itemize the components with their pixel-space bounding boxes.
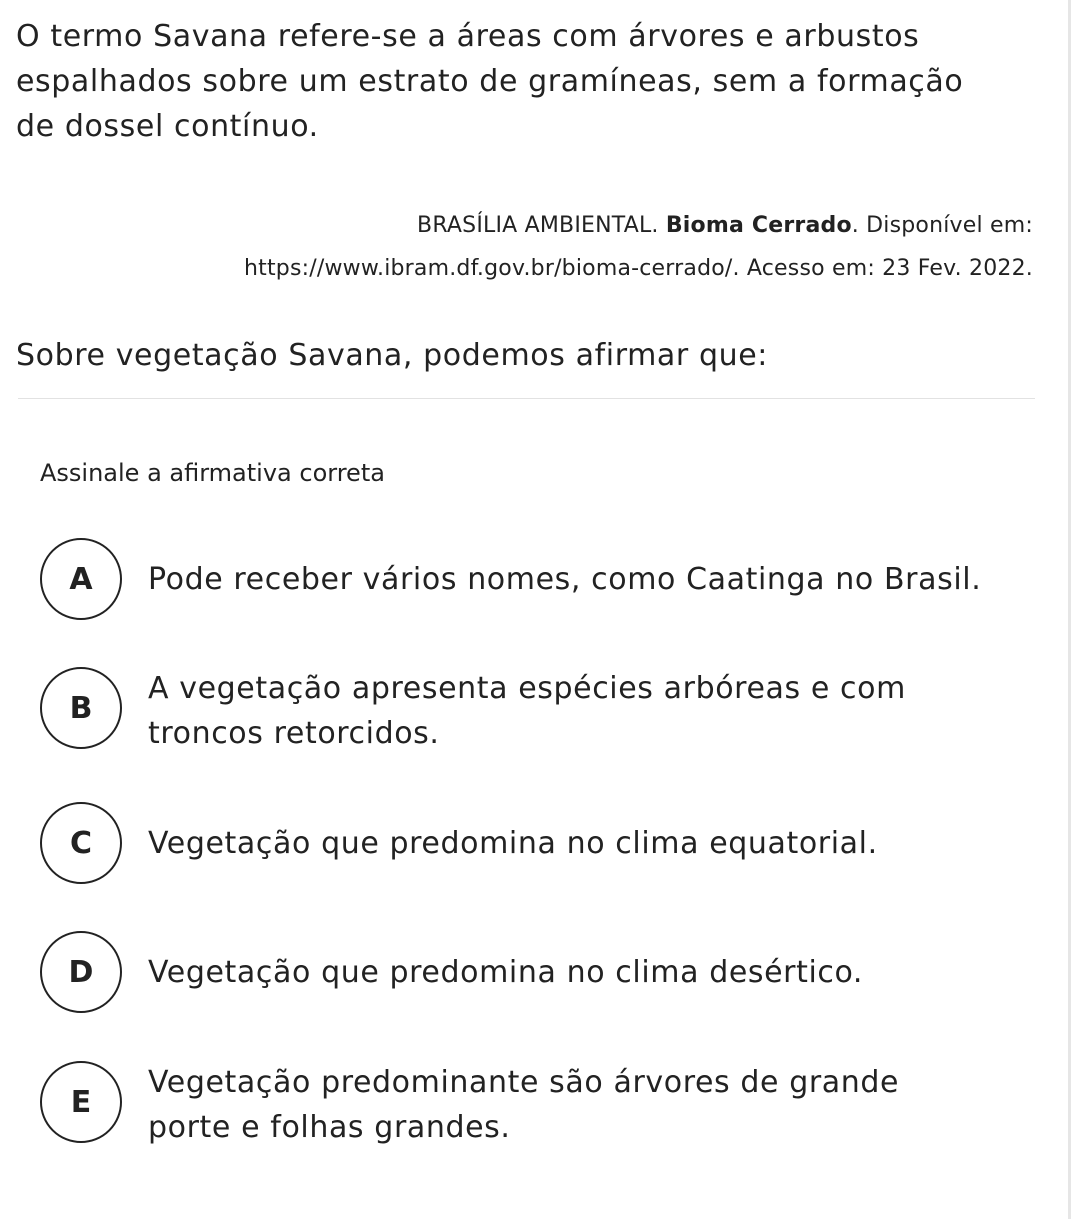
option-text-line: A vegetação apresenta espécies arbóreas e com [148,671,906,706]
option-letter-badge[interactable]: E [40,1061,122,1143]
option-text-line: Pode receber vários nomes, como Caatinga no Brasil. [148,562,982,597]
option-a[interactable] [40,538,1030,624]
citation-source: BRASÍLIA AMBIENTAL. [417,213,659,238]
option-b[interactable] [40,667,1030,753]
option-text-line: troncos retorcidos. [148,716,440,751]
citation-title: Bioma Cerrado [665,213,852,238]
option-text[interactable] [148,557,1028,602]
option-text-line: Vegetação que predomina no clima equatorial. [148,826,878,861]
option-letter-badge[interactable]: A [40,538,122,620]
instruction-text: Assinale a afirmativa correta [40,459,385,487]
option-e[interactable] [40,1061,1030,1147]
passage-text [16,14,1026,149]
option-letter-badge[interactable]: B [40,667,122,749]
citation [93,204,1033,290]
option-text[interactable] [148,821,1028,866]
question-text: Sobre vegetação Savana, podemos afirmar que: [16,338,768,373]
option-letter-badge[interactable]: D [40,931,122,1013]
option-text[interactable] [148,1060,1028,1150]
option-text[interactable] [148,950,1028,995]
option-letter-badge[interactable]: C [40,802,122,884]
citation-line-1 [93,204,1033,247]
option-text-line: Vegetação que predomina no clima desértico. [148,955,864,990]
option-text-line: Vegetação predominante são árvores de grande [148,1065,900,1100]
citation-available: . Disponível em: [851,213,1033,238]
option-c[interactable] [40,802,1030,888]
passage-line: O termo Savana refere-se a áreas com árvores e arbustos [16,19,920,54]
divider [18,398,1035,399]
passage-line: espalhados sobre um estrato de gramíneas, sem a formação [16,64,964,99]
option-d[interactable] [40,931,1030,1017]
option-text-line: porte e folhas grandes. [148,1110,511,1145]
option-text[interactable] [148,666,1028,756]
passage-line: de dossel contínuo. [16,109,319,144]
citation-url: https://www.ibram.df.gov.br/bioma-cerrado/. Acesso em: 23 Fev. 2022. [243,256,1033,281]
